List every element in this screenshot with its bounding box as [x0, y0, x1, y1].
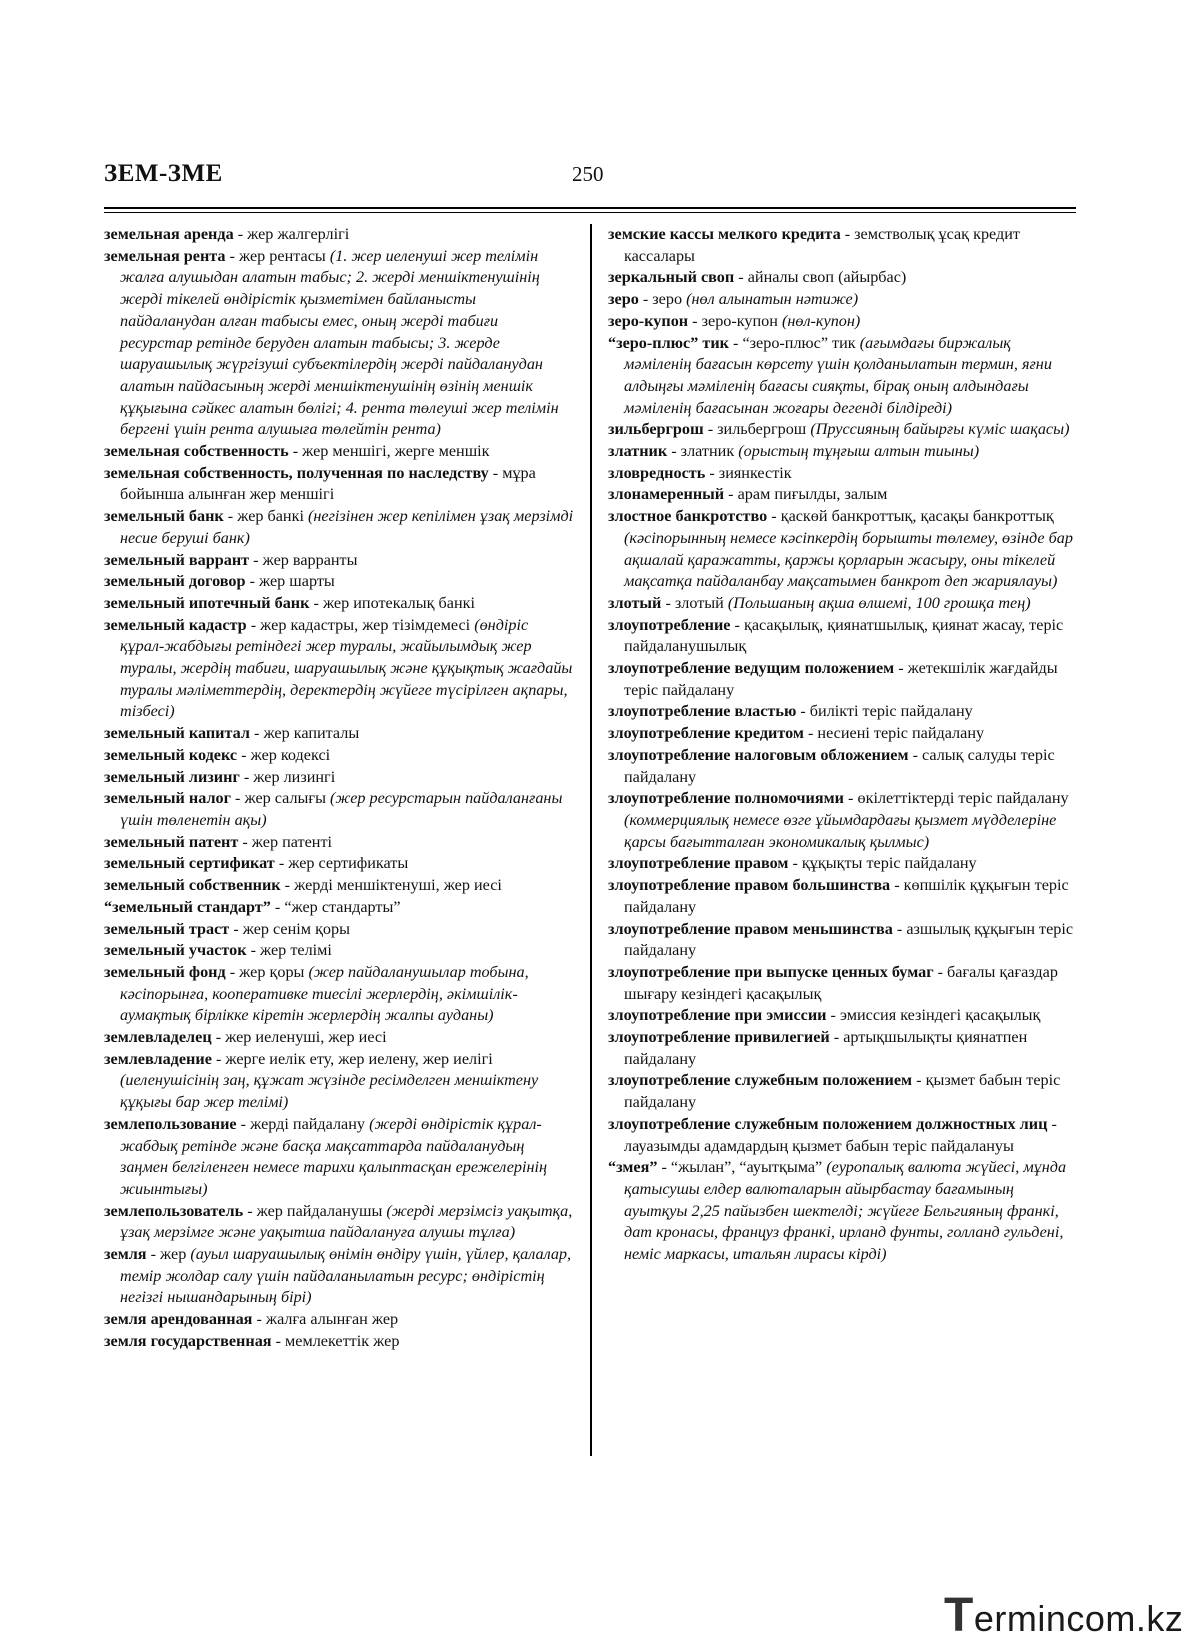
entry-definition: - азшылық құқығын теріс пайдалану [624, 919, 1074, 960]
entry-term: земельный фонд [104, 962, 226, 981]
entry-definition: - жер лизингі [239, 767, 336, 786]
entry-term: злоупотребление служебным положением [608, 1071, 913, 1090]
dictionary-entry [104, 940, 574, 962]
dictionary-entry [104, 1114, 574, 1201]
entry-term: злостное банкротство [608, 507, 768, 526]
entry-term: зильбергрош [608, 420, 704, 439]
entry-definition: - зильбергрош [703, 420, 811, 439]
entry-term: злоупотребление налоговым обложением [608, 745, 909, 764]
entry-note: (ауыл шаруашылық өнімін өндіру үшін, үйлер, қалалар, темір жолдар салу үшін пайдаланылатын ресурс; өндірістің негізгі нышандарының бірі) [120, 1245, 572, 1307]
dictionary-entry [104, 788, 574, 831]
entry-note: (иеленушісінің заң, құжат жүзінде ресімделген меншіктену құқығы бар жер телімі) [120, 1071, 539, 1112]
entry-definition: - жер салығы [230, 789, 330, 808]
entry-term: злоупотребление [608, 615, 731, 634]
entry-definition: - салық салуды теріс пайдалану [624, 745, 1055, 786]
entry-note: (жер ресурстарын пайдаланғаны үшін төленетін ақы) [120, 789, 563, 829]
entry-definition: - жетекшілік жағдайды теріс пайдалану [624, 659, 1058, 699]
header-rule-thin [104, 212, 1076, 213]
dictionary-entry [104, 832, 574, 854]
entry-note: (өндіріс құрал-жабдығы ретіндегі жер туралы, жайылымдық жер туралы, жердің табиғи, шаруашылық және құқықтық жағдайы туралы мәліметтердің, деректердің жүйеге түсірілген ақпары, тізбесі) [120, 615, 573, 721]
entry-definition: - жер рентасы [225, 246, 330, 265]
entry-term: земельная аренда [104, 225, 234, 243]
section-header: ЗЕМ-ЗМЕ [104, 160, 223, 187]
entry-definition: - жерге иелік ету, жер иелену, жер иелігі [211, 1049, 493, 1068]
dictionary-entry [608, 962, 1078, 1005]
entry-definition: - мұра бойынша алынған жер меншігі [120, 463, 536, 504]
entry-definition: - златник [667, 442, 739, 461]
entry-note: (нөл алынатын нәтиже) [686, 290, 859, 309]
dictionary-entry [608, 745, 1078, 788]
entry-term: зеро [608, 290, 639, 309]
dictionary-entry [608, 441, 1078, 463]
dictionary-entry [104, 962, 574, 1027]
entry-definition: - жер сертификаты [274, 854, 409, 873]
dictionary-entry [608, 1005, 1078, 1027]
dictionary-entry [608, 506, 1078, 593]
entry-term: земские кассы мелкого кредита [608, 225, 841, 243]
entry-definition: - құқықты теріс пайдалану [788, 854, 977, 873]
entry-term: земельная собственность [104, 442, 289, 461]
entry-definition: - жер [146, 1245, 191, 1264]
dictionary-entry [104, 246, 574, 441]
entry-term: земельный патент [104, 832, 239, 851]
entry-term: злонамеренный [608, 485, 725, 504]
dictionary-entry [608, 788, 1078, 853]
entry-note: (1. жер иеленуші жер телімін жалға алушыдан алатын табыс; 2. жерді меншіктенушінің жерді тікелей өндірістік қызметімен байланысты пайдаланудан алған табысы емес, оның жерді табиғи ресурстар ретінде беруден алатын табысы; 3. жерде шаруашылық жүргізуші субъектілердің жерді пайдаланудан алатын пайдасының жерді меншіктенушінің өзінің меншік құқығына сәйкес алатын бөлігі; 4. рента төлеуші жер телімін бергені үшін рента алушыға төлейтін рента) [120, 246, 559, 439]
entry-term: земельный налог [104, 789, 231, 808]
page-number: 250 [572, 162, 604, 186]
dictionary-entry [608, 463, 1078, 485]
dictionary-entry [104, 1049, 574, 1114]
entry-definition: - жер патенті [238, 832, 333, 851]
dictionary-entry [104, 897, 574, 919]
entry-term: злоупотребление служебным положением должностных лиц [608, 1114, 1048, 1133]
dictionary-entry [104, 1309, 574, 1331]
dictionary-entry [608, 1027, 1078, 1070]
entry-term: земля [104, 1245, 147, 1264]
entry-term: злоупотребление правом большинства [608, 876, 891, 895]
entry-note: (Пруссияның байырғы күміс шақасы) [810, 420, 1070, 439]
dictionary-entry [104, 463, 574, 506]
entry-term: злоупотребление привилегией [608, 1028, 830, 1047]
left-column [104, 224, 574, 1353]
entry-definition: - лауазымды адамдардың қызмет бабын теріс пайдалануы [624, 1114, 1057, 1155]
entry-definition: - жер қоры [225, 962, 309, 981]
entry-term: земельный договор [104, 572, 246, 591]
entry-term: землевладение [104, 1049, 212, 1068]
dictionary-entry [104, 441, 574, 463]
entry-definition: - қызмет бабын теріс пайдалану [624, 1071, 1061, 1112]
entry-note: (коммерциялық немесе өзге ұйымдардағы қызмет мүдделеріне қарсы бағытталған экономикалық қылмыс) [624, 810, 1057, 851]
entry-term: злоупотребление при выпуске ценных бумаг [608, 962, 934, 981]
entry-definition: - жер ипотекалық банкі [309, 593, 475, 612]
dictionary-entry [104, 723, 574, 745]
entry-term: земельный сертификат [104, 854, 275, 873]
dictionary-entry [608, 1114, 1078, 1157]
entry-term: земельный варрант [104, 550, 250, 569]
entry-definition: - жерді пайдалану [236, 1114, 370, 1133]
entry-term: злоупотребление властью [608, 702, 797, 721]
entry-definition: - қасақылық, қиянатшылық, қиянат жасау, теріс пайдаланушылық [624, 615, 1064, 656]
entry-term: злоупотребление кредитом [608, 724, 804, 743]
dictionary-entry [608, 875, 1078, 918]
entry-definition: - жер капиталы [249, 724, 360, 743]
entry-term: земельный лизинг [104, 767, 240, 786]
entry-note: (Польшаның ақша өлшемі, 100 грошқа тең) [727, 593, 1031, 612]
dictionary-entry [104, 919, 574, 941]
entry-definition: - жер пайдаланушы [243, 1201, 387, 1220]
dictionary-entry [104, 745, 574, 767]
entry-definition: - “жылан”, “ауытқыма” [657, 1158, 827, 1177]
entry-term: злоупотребление полномочиями [608, 789, 844, 808]
entry-term: земельный кодекс [104, 745, 238, 764]
dictionary-entry [608, 267, 1078, 289]
entry-definition: - жер кадастры, жер тізімдемесі [246, 615, 475, 634]
entry-term: земельный участок [104, 941, 247, 960]
entry-definition: - бағалы қағаздар шығару кезіндегі қасақылық [624, 962, 1058, 1003]
dictionary-entry [104, 1244, 574, 1309]
entry-term: земельная собственность, полученная по наследству [104, 463, 489, 482]
entry-definition: - айналы своп (айырбас) [734, 268, 907, 287]
dictionary-entry [104, 224, 574, 246]
entry-term: “змея” [608, 1158, 658, 1177]
entry-term: зеркальный своп [608, 268, 735, 287]
entry-definition: - қаскөй банкроттық, қасақы банкроттық [767, 507, 1054, 526]
entry-definition: - зиянкестік [705, 463, 792, 482]
entry-definition: - жалға алынған жер [252, 1310, 399, 1329]
entry-term: землевладелец [104, 1028, 212, 1047]
entry-definition: - “жер стандарты” [270, 897, 401, 916]
entry-definition: - билікті теріс пайдалану [796, 702, 973, 721]
entry-definition: - мемлекеттік жер [271, 1331, 400, 1350]
entry-term: “земельный стандарт” [104, 897, 271, 916]
entry-note: (еуропалық валюта жүйесі, мұнда қатысушы елдер валюталарын айырбастау бағамының ауытқуы 2,25 пайызбен шектелді; жүйеге Бельгияның франкі, дат кронасы, француз франкі, ирланд фунты, голланд гульдені, неміс маркасы, итальян лирасы кірді) [624, 1158, 1067, 1264]
watermark-logo: Termincom.kz [944, 1589, 1183, 1642]
entry-term: злоупотребление правом [608, 854, 789, 873]
entry-note: (жерді өндірістік құрал-жабдық ретінде және басқа мақсаттарда пайдаланудың заңмен белгіленген немесе тарихи қалыптасқан ережелерінің жиынтығы) [120, 1114, 548, 1198]
entry-term: земля государственная [104, 1331, 272, 1350]
entry-definition: - артықшылықты қиянатпен пайдалану [624, 1028, 1028, 1068]
dictionary-entry [104, 615, 574, 724]
entry-note: (орыстың тұңғыш алтын тиыны) [738, 442, 980, 461]
entry-term: зловредность [608, 463, 706, 482]
entry-term: зеро-купон [608, 311, 689, 330]
dictionary-entry [608, 311, 1078, 333]
entry-definition: - жер телімі [246, 941, 332, 960]
dictionary-entry [608, 658, 1078, 701]
dictionary-entry [104, 853, 574, 875]
entry-term: земля арендованная [104, 1310, 253, 1329]
header-rule [104, 207, 1076, 209]
dictionary-entry [608, 333, 1078, 420]
entry-term: злоупотребление при эмиссии [608, 1006, 827, 1025]
entry-term: земельный капитал [104, 724, 250, 743]
entry-term: злоупотребление правом меньшинства [608, 919, 893, 938]
entry-definition: - зеро-купон [688, 311, 782, 330]
entry-definition: - жерді меншіктенуші, жер иесі [280, 876, 502, 895]
dictionary-entry [104, 875, 574, 897]
dictionary-entry [608, 224, 1078, 267]
dictionary-entry [608, 723, 1078, 745]
dictionary-entry [104, 593, 574, 615]
dictionary-entry [608, 289, 1078, 311]
entry-term: землепользование [104, 1114, 237, 1133]
entry-term: земельный ипотечный банк [104, 593, 310, 612]
entry-definition: - эмиссия кезіндегі қасақылық [826, 1006, 1041, 1025]
right-column [608, 224, 1078, 1266]
dictionary-entry [608, 1157, 1078, 1266]
dictionary-entry [104, 506, 574, 549]
entry-definition: - жер кодексі [237, 745, 331, 764]
entry-note: (ағымдағы биржалық мәміленің бағасын көрсету үшін қолданылатын термин, яғни алдыңғы мәміленің бағасы сияқты, бірақ оның алдындағы мәміленің бағасынан жоғары дегенді білдіреді) [624, 333, 1052, 417]
dictionary-entry [104, 1027, 574, 1049]
entry-term: “зеро-плюс” тик [608, 333, 729, 352]
entry-note: (кәсіпорынның немесе кәсіпкердің борышты төлемеу, өзінде бар ақшалай қаражатты, қаржы қорларын жасыру, оны тікелей мақсатқа пайдаланбау мақсатымен банкрот деп жариялауы) [624, 528, 1073, 591]
dictionary-entry [608, 593, 1078, 615]
entry-definition: - жер банкі [223, 507, 309, 526]
entry-note: (жерді мерзімсіз уақытқа, ұзақ мерзімге және уақытша пайдалануға алушы тұлға) [120, 1201, 573, 1242]
entry-term: землепользователь [104, 1201, 244, 1220]
column-divider [590, 224, 592, 1456]
entry-definition: - “зеро-плюс” тик [728, 333, 860, 352]
entry-term: земельный кадастр [104, 615, 247, 634]
dictionary-entry [608, 919, 1078, 962]
entry-term: злоупотребление ведущим положением [608, 659, 895, 678]
dictionary-entry [608, 615, 1078, 658]
entry-definition: - жер жалгерлігі [233, 225, 350, 243]
entry-note: (нөл-купон) [781, 311, 861, 330]
dictionary-entry [104, 550, 574, 572]
dictionary-entry [104, 767, 574, 789]
entry-definition: - жер варранты [249, 550, 358, 569]
entry-definition: - арам пиғылды, залым [724, 485, 888, 504]
entry-note: (жер пайдаланушылар тобына, кәсіпорынға, кооперативке тиесілі жерлердің, әкімшілік-аумақтық бірлікке кіретін жерлердің жалпы ауданы) [120, 962, 529, 1025]
dictionary-entry [608, 419, 1078, 441]
dictionary-entry [104, 1201, 574, 1244]
entry-term: злотый [608, 593, 662, 612]
dictionary-entry [608, 701, 1078, 723]
entry-term: златник [608, 442, 668, 461]
entry-definition: - көпшілік құқығын теріс пайдалану [624, 876, 1069, 916]
dictionary-entry [104, 1331, 574, 1353]
entry-term: земельный собственник [104, 876, 281, 895]
entry-term: земельная рента [104, 246, 226, 265]
dictionary-entry [608, 484, 1078, 506]
entry-definition: - зеро [638, 290, 687, 309]
dictionary-entry [608, 853, 1078, 875]
entry-definition: - өкілеттіктерді теріс пайдалану [844, 789, 1069, 808]
entry-definition: - злотый [661, 593, 728, 612]
dictionary-entry [104, 571, 574, 593]
entry-definition: - жер сенім қоры [229, 919, 350, 938]
entry-definition: - жер шарты [245, 572, 335, 591]
dictionary-entry [608, 1070, 1078, 1113]
entry-definition: - жер меншігі, жерге меншік [288, 442, 490, 461]
entry-note: (негізінен жер кепілімен ұзақ мерзімді несие беруші банк) [120, 507, 574, 547]
entry-definition: - жер иеленуші, жер иесі [211, 1028, 387, 1047]
entry-term: земельный банк [104, 507, 224, 526]
entry-definition: - несиені теріс пайдалану [803, 724, 985, 743]
entry-definition: - земстволық ұсақ кредит кассалары [624, 225, 1020, 265]
entry-term: земельный траст [104, 919, 230, 938]
